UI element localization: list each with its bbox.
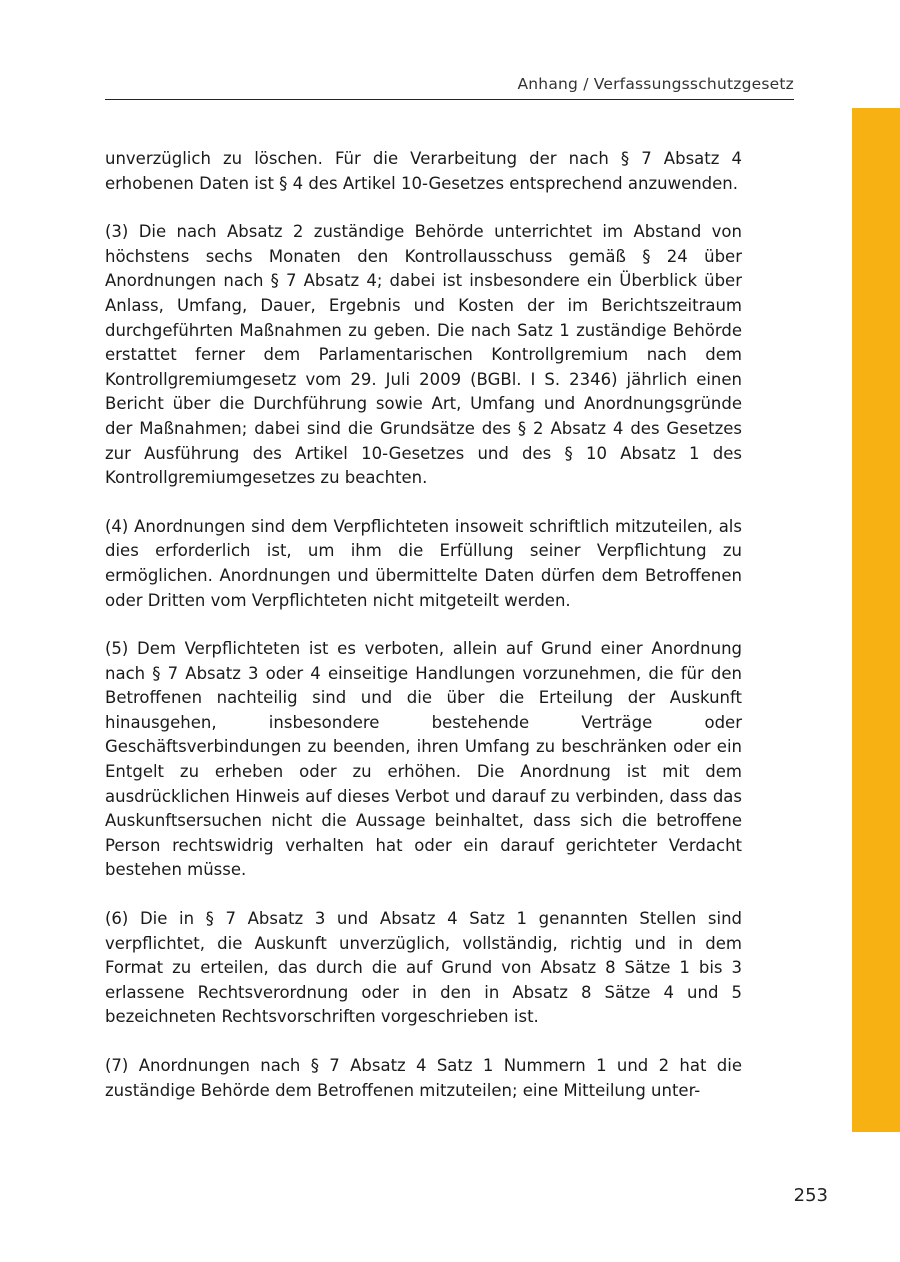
paragraph-3: (3) Die nach Absatz 2 zuständige Behörde unterrichtet im Abstand von höchstens sechs Monaten den Kontrollausschuss gemäß § 24 über Anordnungen nach § 7 Absatz 4; dabei ist insbesondere ein Überblick über Anlass, Umfang, Dauer, Ergebnis und Kosten der im Berichtszeitraum durchgeführten Maßnahmen zu geben. Die nach Satz 1 zuständige Behörde erstattet ferner dem Parlamentarischen Kontrollgremium nach dem Kontrollgremiumgesetz vom 29. Juli 2009 (BGBl. I S. 2346) jährlich einen Bericht über die Durchführung sowie Art, Umfang und Anordnungsgründe der Maßnahmen; dabei sind die Grundsätze des § 2 Absatz 4 des Gesetzes zur Ausführung des Artikel 10-Gesetzes und des § 10 Absatz 1 des Kontrollgremiumgesetzes zu beachten. (105, 222, 742, 488)
paragraph-6: (6) Die in § 7 Absatz 3 und Absatz 4 Satz 1 genannten Stellen sind verpflichtet, die Auskunft unverzüglich, vollständig, richtig und in dem Format zu erteilen, das durch die auf Grund von Absatz 8 Sätze 1 bis 3 erlassene Rechtsverordnung oder in den in Absatz 8 Sätze 4 und 5 bezeichneten Rechtsvorschriften vorgeschrieben ist. (105, 909, 742, 1027)
chapter-tab-marker (852, 108, 900, 1132)
paragraph-7: (7) Anordnungen nach § 7 Absatz 4 Satz 1 Nummern 1 und 2 hat die zuständige Behörde dem Betroffenen mitzuteilen; eine Mitteilung unter- (105, 1056, 742, 1100)
running-header (105, 75, 794, 100)
paragraph-continuation: unverzüglich zu löschen. Für die Verarbeitung der nach § 7 Absatz 4 erhobenen Daten ist § 4 des Artikel 10-Gesetzes entsprechend anzuwenden. (105, 149, 742, 193)
paragraph-5: (5) Dem Verpflichteten ist es verboten, allein auf Grund einer Anordnung nach § 7 Absatz 3 oder 4 einseitige Handlungen vorzunehmen, die für den Betroffenen nachteilig sind und die über die Erteilung der Auskunft hinausgehen, insbesondere bestehende Verträge oder Geschäftsverbindungen zu beenden, ihren Umfang zu beschränken oder ein Entgelt zu erheben oder zu erhöhen. Die Anordnung ist mit dem ausdrücklichen Hinweis auf dieses Verbot und darauf zu verbinden, dass das Auskunftsersuchen nicht die Aussage beinhaltet, dass sich die betroffene Person rechtswidrig verhalten hat oder ein darauf gerichteter Verdacht bestehen müsse. (105, 639, 742, 880)
paragraph-4: (4) Anordnungen sind dem Verpflichteten insoweit schriftlich mitzuteilen, als dies erforderlich ist, um ihm die Erfüllung seiner Verpflichtung zu ermöglichen. Anordnungen und übermittelte Daten dürfen dem Betroffenen oder Dritten vom Verpflichteten nicht mitgeteilt werden. (105, 516, 742, 610)
body-text (105, 147, 742, 1127)
page-number: 253 (793, 1185, 828, 1206)
running-header-title: Anhang / Verfassungsschutzgesetz (517, 75, 794, 93)
